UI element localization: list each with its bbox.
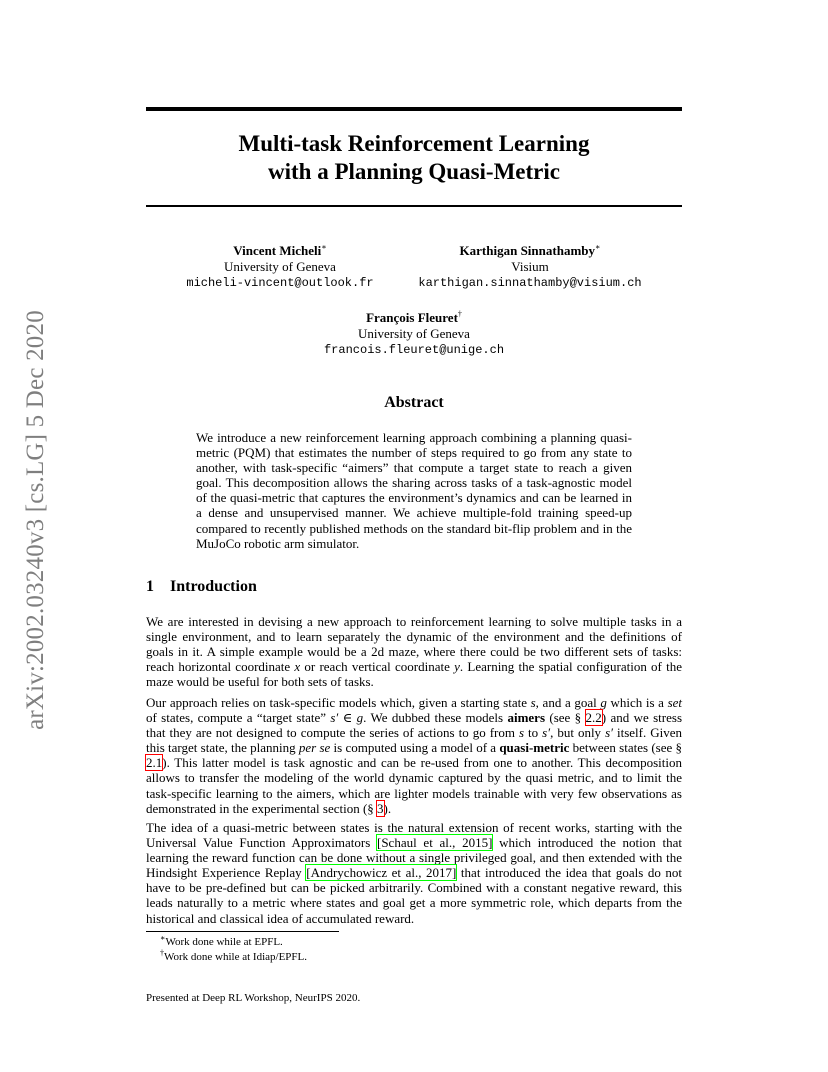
math-x: x [294,659,301,675]
author-mark: † [457,309,462,319]
author-block-2 [405,243,655,291]
title-top-rule [146,107,682,111]
footnote-2: †Work done while at Idiap/EPFL. [160,948,308,963]
author-name: Vincent Micheli [233,243,322,258]
math-y: y [454,659,460,675]
section-title: Introduction [170,578,257,595]
citation-link[interactable]: [Schaul et al., 2015] [377,835,493,851]
emphasis-set: set [667,695,683,710]
section-ref-link[interactable]: 2.1 [146,755,163,771]
footnote-rule [146,931,339,932]
author-block-3 [314,310,514,358]
term-aimers: aimers [507,710,546,726]
author-mark: ∗ [595,242,601,252]
venue-footer: Presented at Deep RL Workshop, NeurIPS 2020. [146,992,361,1004]
author-affiliation: Visium [511,259,549,274]
title-line-2: with a Planning Quasi-Metric [268,159,560,184]
paper-title [146,130,682,186]
section-ref-link[interactable]: 3 [377,800,384,816]
author-email[interactable]: micheli-vincent@outlook.fr [186,276,374,290]
author-name: Karthigan Sinnathamby [459,243,595,258]
section-number: 1 [146,578,154,595]
author-email[interactable]: francois.fleuret@unige.ch [323,343,505,357]
arxiv-identifier: arXiv:2002.03240v3 [cs.LG] 5 Dec 2020 [22,310,49,730]
term-quasi-metric: quasi-metric [499,740,570,756]
citation-link[interactable]: [Andrychowicz et al., 2017] [306,865,457,881]
title-bottom-rule [146,205,682,207]
section-heading [146,578,257,596]
author-block-1 [180,243,380,291]
emphasis-per-se: per se [298,740,331,756]
author-name: François Fleuret [366,310,458,325]
abstract-heading: Abstract [384,394,444,411]
section-ref-link[interactable]: 2.2 [585,710,602,726]
paragraph-3: The idea of a quasi-metric between states is the natural extension of recent works, starting with the Universal Value Function Approximators [Schaul et al., 2015] which introduced the notion that learning the reward function can be done without a single privileged goal, and then extended with the Hindsight Experience Replay [Andrychowicz et al., 2017] that introduced the idea that goals do not have to be pre-defined but can be picked arbitrarily. Combined with a constant negative reward, this leads naturally to a metric where states and goal get a more symmetric role, which departs from the historical and classical idea of accumulated reward. [146,820,682,926]
title-line-1: Multi-task Reinforcement Learning [238,131,590,156]
author-affiliation: University of Geneva [224,259,336,274]
paragraph-1: We are interested in devising a new approach to reinforcement learning to solve multiple tasks in a single environment, and to learn separately the dynamic of the environment and the definitions of goals in it. A simple example would be a 2d maze, where there could be two different sets of tasks: reach horizontal coordinate x or reach vertical coordinate y. Learning the spatial configuration of the maze would be useful for both sets of tasks. [146,614,682,690]
author-affiliation: University of Geneva [358,326,470,341]
abstract-text: We introduce a new reinforcement learning approach combining a planning quasi-metric (PQM) that estimates the number of steps required to go from any state to another, with task-specific “aimers” that compute a target state to reach a given goal. This decomposition allows the sharing across tasks of a task-agnostic model of the quasi-metric that captures the environment’s dynamics and can be learned in a dense and unsupervised manner. We achieve multiple-fold training speed-up compared to recently published methods on the standard bit-flip problem and in the MuJoCo robotic arm simulator. [196,430,632,551]
paragraph-2: Our approach relies on task-specific models which, given a starting state s, and a goal g which is a set of states, compute a “target state” s′ ∈ g. We dubbed these models aimers (see § 2.2) and we stress that they are not designed to compute the series of actions to go from s to s′, but only s′ itself. Given this target state, the planning per se is computed using a model of a quasi-metric between states (see § 2.1). This latter model is task agnostic and can be re-used from one to another. This decomposition allows to transfer the modeling of the world dynamic captured by the quasi metric, and to limit the task-specific learning to the aimers, which are lighter models trainable with very few observations as demonstrated in the experimental section (§ 3). [146,695,683,816]
author-email[interactable]: karthigan.sinnathamby@visium.ch [418,276,642,290]
footnote-1: ∗Work done while at EPFL. [160,933,283,948]
author-mark: ∗ [321,242,327,252]
